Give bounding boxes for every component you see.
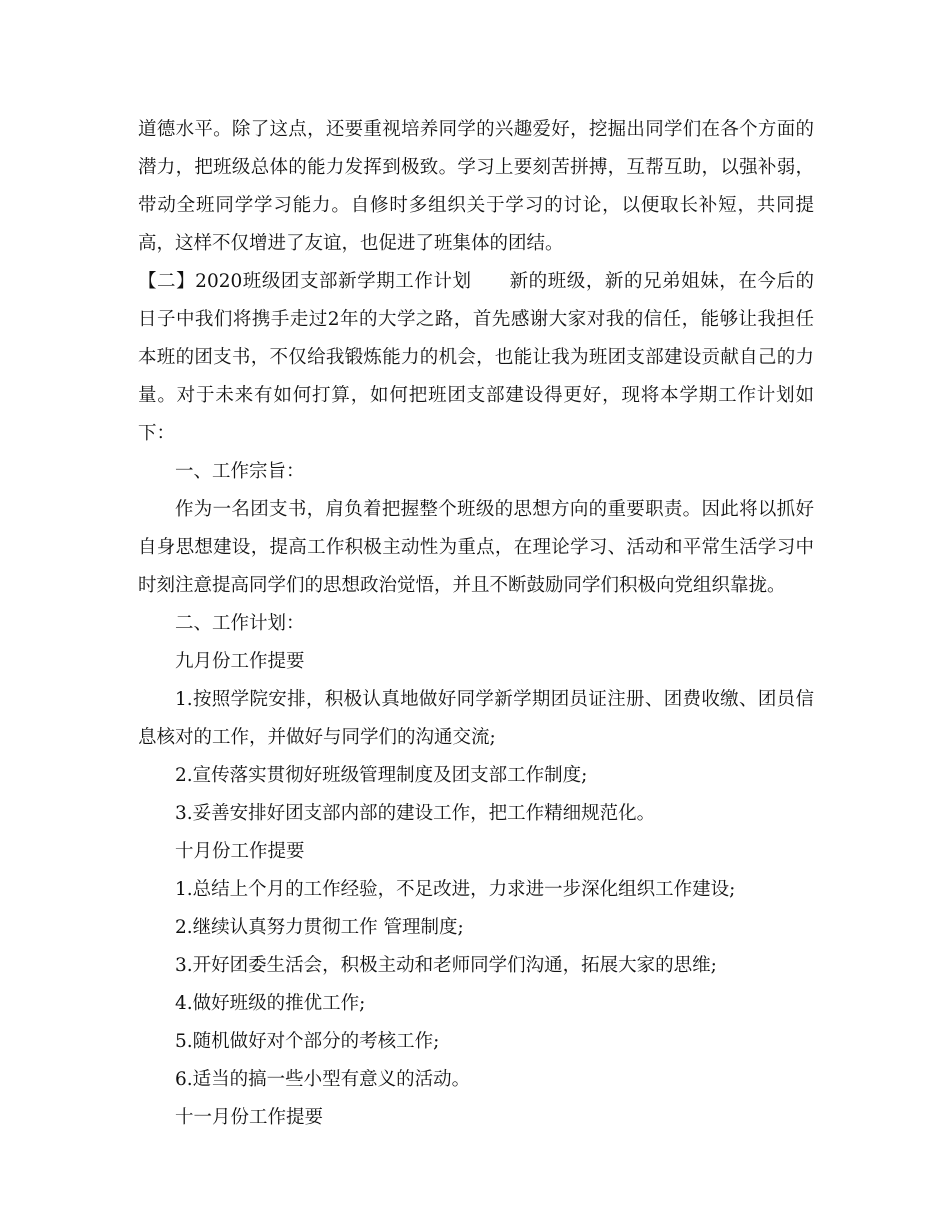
list-item-october-2: 2.继续认真努力贯彻工作 管理制度; [175,917,464,938]
list-item-october-6: 6.适当的搞一些小型有意义的活动。 [175,1069,471,1090]
document-body [138,111,814,1137]
heading-september: 九月份工作提要 [175,651,305,672]
list-item-september-1: 1.按照学院安排，积极认真地做好同学新学期团员证注册、团费收缴、团员信息核对的工作，并做好与同学们的沟通交流; [138,689,814,748]
paragraph-work-purpose: 作为一名团支书，肩负着把握整个班级的思想方向的重要职责。因此将以抓好自身思想建设，提高工作积极主动性为重点，在理论学习、活动和平常生活学习中时刻注意提高同学们的思想政治觉悟，并且不断鼓励同学们积极向党组织靠拢。 [138,499,814,596]
heading-november: 十一月份工作提要 [175,1107,324,1128]
paragraph-moral-level: 道德水平。除了这点，还要重视培养同学的兴趣爱好，挖掘出同学们在各个方面的潜力，把班级总体的能力发挥到极致。学习上要刻苦拼搏，互帮互助，以强补弱，带动全班同学学习能力。自修时多组织关于学习的讨论，以便取长补短，共同提高，这样不仅增进了友谊，也促进了班集体的团结。 [138,119,814,254]
paragraph-section-two-intro: 【二】2020班级团支部新学期工作计划 新的班级，新的兄弟姐妹，在今后的日子中我们将携手走过2年的大学之路，首先感谢大家对我的信任，能够让我担任本班的团支书，不仅给我锻炼能力的机会，也能让我为班团支部建设贡献自己的力量。对于未来有如何打算，如何把班团支部建设得更好，现将本学期工作计划如下： [138,271,814,444]
list-item-september-3: 3.妥善安排好团支部内部的建设工作，把工作精细规范化。 [175,803,656,824]
heading-october: 十月份工作提要 [175,841,305,862]
list-item-october-3: 3.开好团委生活会，积极主动和老师同学们沟通，拓展大家的思维; [175,955,717,976]
list-item-october-5: 5.随机做好对个部分的考核工作; [175,1031,440,1052]
heading-work-purpose: 一、工作宗旨： [175,461,305,482]
heading-work-plan: 二、工作计划： [175,613,305,634]
list-item-october-4: 4.做好班级的推优工作; [175,993,366,1014]
list-item-october-1: 1.总结上个月的工作经验，不足改进，力求进一步深化组织工作建设; [175,879,736,900]
list-item-september-2: 2.宣传落实贯彻好班级管理制度及团支部工作制度; [175,765,588,786]
